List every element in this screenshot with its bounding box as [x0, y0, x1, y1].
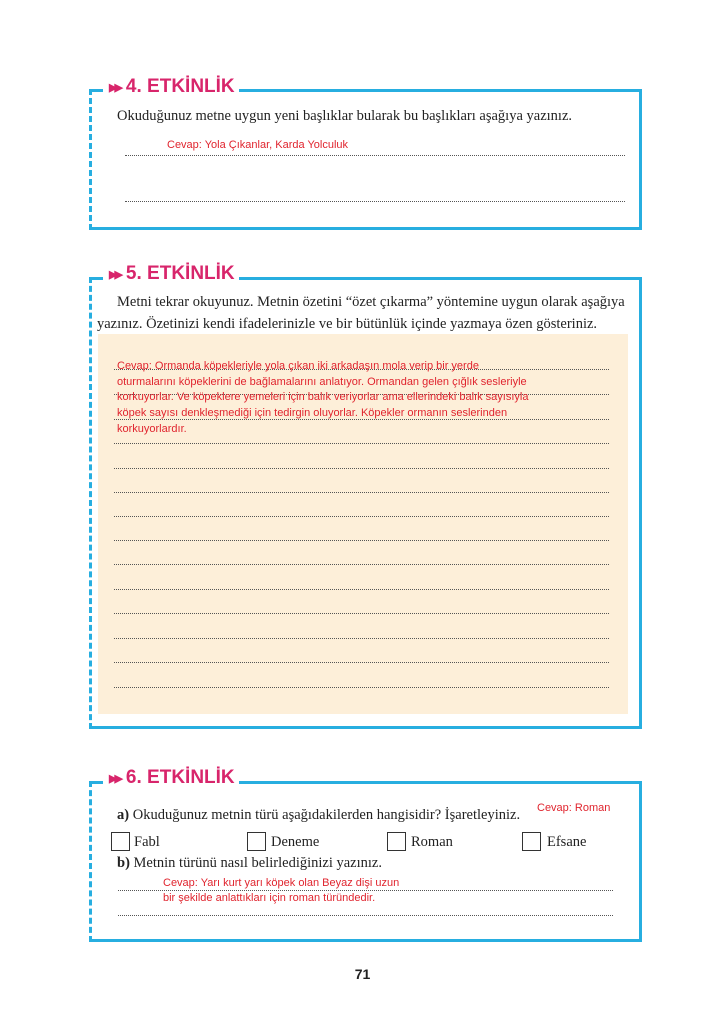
question-b-label: b): [117, 855, 130, 871]
question-a-label: a): [117, 807, 130, 823]
activity4-write-line[interactable]: [125, 201, 625, 202]
activity5-write-line[interactable]: [114, 589, 609, 590]
double-arrow-icon: ▶▶: [109, 772, 120, 785]
activity6-title-text: 6. ETKİNLİK: [125, 767, 235, 788]
activity5-title: [103, 263, 239, 285]
activity4-title: [103, 76, 239, 98]
activity5-write-line[interactable]: [114, 492, 609, 493]
page-number: 71: [354, 966, 371, 982]
activity5-write-line[interactable]: [114, 540, 609, 541]
double-arrow-icon: ▶▶: [109, 268, 120, 281]
option-label-roman: Roman: [411, 834, 453, 850]
activity6-question-a: [117, 804, 520, 826]
double-arrow-icon: ▶▶: [109, 81, 120, 94]
activity5-write-line[interactable]: [114, 638, 609, 639]
activity5-title-text: 5. ETKİNLİK: [125, 263, 235, 284]
activity5-write-line[interactable]: [114, 687, 609, 688]
activity5-instruction-line2: yazınız. Özetinizi kendi ifadelerinizle ve bir bütünlük içinde yazmaya özen gösteriniz.: [97, 316, 598, 332]
activity4-instruction: Okuduğunuz metne uygun yeni başlıklar bularak bu başlıkları aşağıya yazınız.: [117, 108, 573, 124]
activity4-write-line[interactable]: [125, 155, 625, 156]
activity5-answer-line: oturmalarını köpeklerini de bağlamalarını anlatıyor. Ormandan gelen çığlık sesleriyle: [117, 376, 527, 388]
activity5-answer-line: Cevap: Ormanda köpekleriyle yola çıkan iki arkadaşın mola verip bir yerde: [117, 360, 479, 372]
activity5-answer-line: korkuyorlar. Ve köpeklere yemeleri için balık veriyorlar ama ellerindeki balık sayısıyla: [117, 391, 529, 403]
activity5-dashed-left: [89, 277, 92, 729]
activity4-title-text: 4. ETKİNLİK: [125, 76, 235, 97]
activity5-write-line[interactable]: [114, 516, 609, 517]
activity5-write-line[interactable]: [114, 564, 609, 565]
activity6-write-line[interactable]: [118, 915, 613, 916]
activity4-dashed-left: [89, 89, 92, 230]
option-checkbox-fabl[interactable]: [111, 832, 130, 851]
option-checkbox-efsane[interactable]: [522, 832, 541, 851]
activity5-write-line[interactable]: [114, 613, 609, 614]
activity5-write-line[interactable]: [114, 443, 609, 444]
activity5-answer-line: köpek sayısı denkleşmediği için tedirgin oluyorlar. Köpekler ormanın seslerinden: [117, 407, 508, 419]
option-label-deneme: Deneme: [271, 834, 320, 850]
activity5-write-line[interactable]: [114, 662, 609, 663]
question-b-text: Metnin türünü nasıl belirlediğinizi yazınız.: [133, 855, 382, 871]
option-checkbox-deneme[interactable]: [247, 832, 266, 851]
activity5-instruction-line1: Metni tekrar okuyunuz. Metnin özetini “özet çıkarma” yöntemine uygun olarak aşağıya: [117, 294, 625, 310]
activity6-answer-b-line: Cevap: Yarı kurt yarı köpek olan Beyaz dişi uzun: [163, 877, 400, 889]
activity6-question-b: [117, 852, 382, 874]
activity6-title: [103, 767, 239, 789]
option-label-fabl: Fabl: [134, 834, 160, 850]
activity6-dashed-bottom: [89, 939, 159, 942]
option-checkbox-roman[interactable]: [387, 832, 406, 851]
activity6-dashed-left: [89, 781, 92, 942]
activity5-answer-line: korkuyorlardır.: [117, 423, 187, 435]
activity6-answer-b-line: bir şekilde anlattıkları için roman türündedir.: [163, 892, 376, 904]
option-label-efsane: Efsane: [547, 834, 587, 850]
question-a-text: Okuduğunuz metnin türü aşağıdakilerden hangisidir? İşaretleyiniz.: [132, 807, 521, 823]
activity5-dashed-bottom: [89, 726, 159, 729]
activity4-answer: Cevap: Yola Çıkanlar, Karda Yolculuk: [167, 139, 349, 151]
activity6-answer-a: Cevap: Roman: [537, 802, 611, 814]
activity4-dashed-bottom: [89, 227, 159, 230]
activity5-write-line[interactable]: [114, 468, 609, 469]
